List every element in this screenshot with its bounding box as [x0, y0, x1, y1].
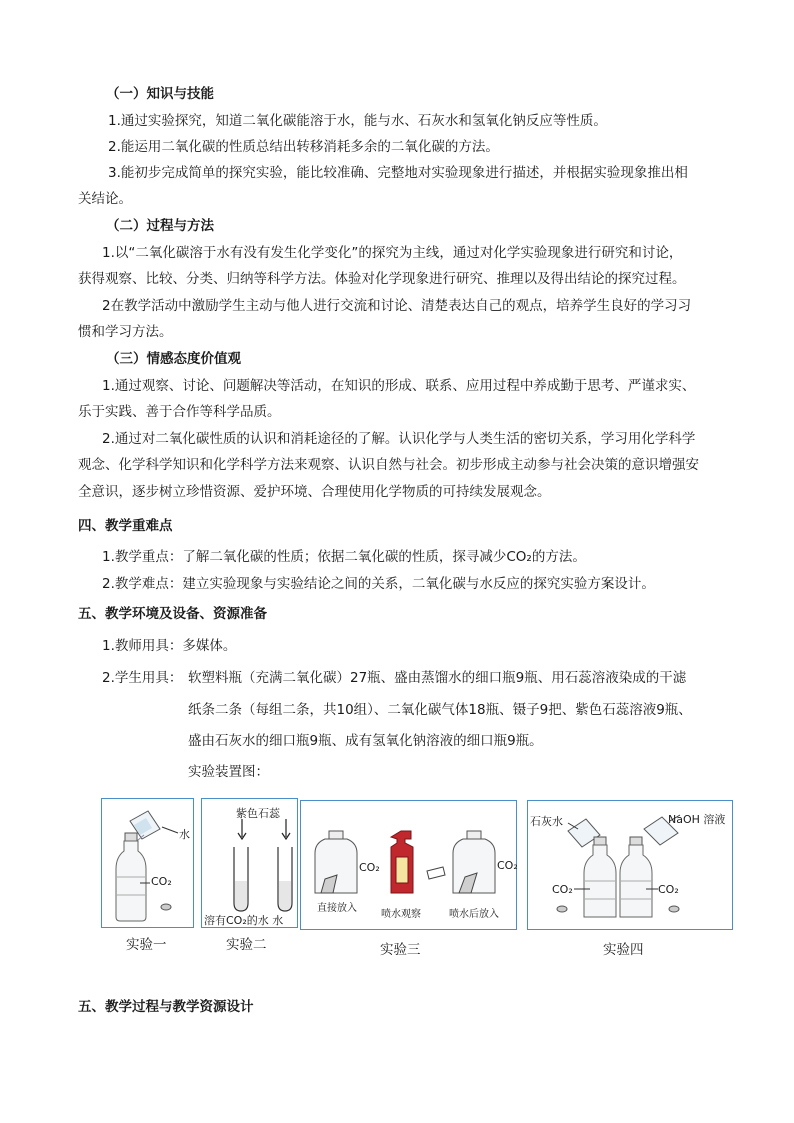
apparatus-label: 实验装置图：: [188, 764, 269, 780]
process-item-1-line-1: 1.以“二氧化碳溶于水有没有发生化学变化”的探究为主线，通过对化学实验现象进行研究和讨论，: [102, 245, 683, 261]
teacher-tools: 1.教师用具：多媒体。: [102, 638, 237, 654]
process-item-2-line-2: 惯和学习方法。: [78, 324, 173, 340]
co2-label: CO₂: [151, 875, 172, 888]
experiment-2-caption: 实验二: [226, 937, 267, 953]
tube-labels: 溶有CO₂的水 水: [204, 914, 284, 927]
spray-label: 喷水观察: [381, 909, 421, 920]
litmus-label: 紫色石蕊: [236, 807, 280, 820]
experiment-3-caption: 实验三: [380, 942, 421, 958]
values-item-2-line-3: 全意识，逐步树立珍惜资源、爱护环境、合理使用化学物质的可持续发展观念。: [78, 484, 551, 500]
values-item-1-line-2: 乐于实践、善于合作等科学品质。: [78, 404, 281, 420]
co2-label-jar-2: CO₂: [497, 859, 518, 872]
knowledge-item-3-line-1: 3.能初步完成简单的探究实验，能比较准确、完整地对实验现象进行描述，并根据实验现象推出相: [108, 165, 688, 181]
student-tools-line-2: 纸条二条（每组二条，共10组）、二氧化碳气体18瓶、镊子9把、紫色石蕊溶液9瓶、: [188, 702, 692, 718]
experiment-3-figure: [300, 800, 517, 930]
limewater-label: 石灰水: [530, 815, 563, 828]
values-heading: （三）情感态度价值观: [106, 351, 241, 367]
co2-label-right: CO₂: [658, 883, 679, 896]
knowledge-item-3-line-2: 关结论。: [78, 191, 132, 207]
bottle-water-illustration: [102, 799, 193, 927]
key-point-focus: 1.教学重点：了解二氧化碳的性质；依据二氧化碳的性质，探寻减少CO₂的方法。: [102, 549, 586, 565]
direct-label: 直接放入: [317, 903, 357, 914]
values-item-2-line-1: 2.通过对二氧化碳性质的认识和消耗途径的了解。认识化学与人类生活的密切关系，学习用化学科学: [102, 431, 696, 447]
co2-label-left: CO₂: [552, 883, 573, 896]
values-item-2-line-2: 观念、化学科学知识和化学科学方法来观察、认识自然与社会。初步形成主动参与社会决策的意识增强安: [78, 457, 699, 473]
process-item-1-line-2: 获得观察、比较、分类、归纳等科学方法。体验对化学现象进行研究、推理以及得出结论的探究过程。: [78, 271, 686, 287]
values-item-1-line-1: 1.通过观察、讨论、问题解决等活动，在知识的形成、联系、应用过程中养成勤于思考、严谨求实、: [102, 378, 696, 394]
experiment-1-caption: 实验一: [126, 937, 167, 953]
knowledge-heading: （一）知识与技能: [106, 86, 214, 102]
experiment-2-figure: [201, 798, 298, 928]
co2-label-jar-1: CO₂: [359, 861, 380, 874]
water-label: 水: [179, 828, 190, 841]
after-spray-label: 喷水后放入: [449, 909, 499, 920]
student-tools-label: 2.学生用具：: [102, 670, 183, 686]
experiment-4-figure: [527, 800, 733, 930]
environment-heading: 五、教学环境及设备、资源准备: [78, 606, 267, 622]
process-item-2-line-1: 2在教学活动中激励学生主动与他人进行交流和讨论、清楚表达自己的观点，培养学生良好的学习习: [102, 298, 692, 314]
key-point-difficulty: 2.教学难点：建立实验现象与实验结论之间的关系，二氧化碳与水反应的探究实验方案设计。: [102, 576, 655, 592]
naoh-label: NaOH 溶液: [668, 813, 726, 826]
process-method-heading: （二）过程与方法: [106, 218, 214, 234]
teaching-process-heading: 五、教学过程与教学资源设计: [78, 999, 254, 1015]
student-tools-line-1: 软塑料瓶（充满二氧化碳）27瓶、盛由蒸馏水的细口瓶9瓶、用石蕊溶液染成的干滤: [188, 670, 687, 686]
knowledge-item-2: 2.能运用二氧化碳的性质总结出转移消耗多余的二氧化碳的方法。: [108, 139, 499, 155]
experiment-1-figure: [101, 798, 194, 928]
key-points-heading: 四、教学重难点: [78, 518, 173, 534]
knowledge-item-1: 1.通过实验探究，知道二氧化碳能溶于水，能与水、石灰水和氢氧化钠反应等性质。: [108, 113, 607, 129]
experiment-4-caption: 实验四: [603, 942, 644, 958]
student-tools-line-3: 盛由石灰水的细口瓶9瓶、成有氢氧化钠溶液的细口瓶9瓶。: [188, 733, 543, 749]
